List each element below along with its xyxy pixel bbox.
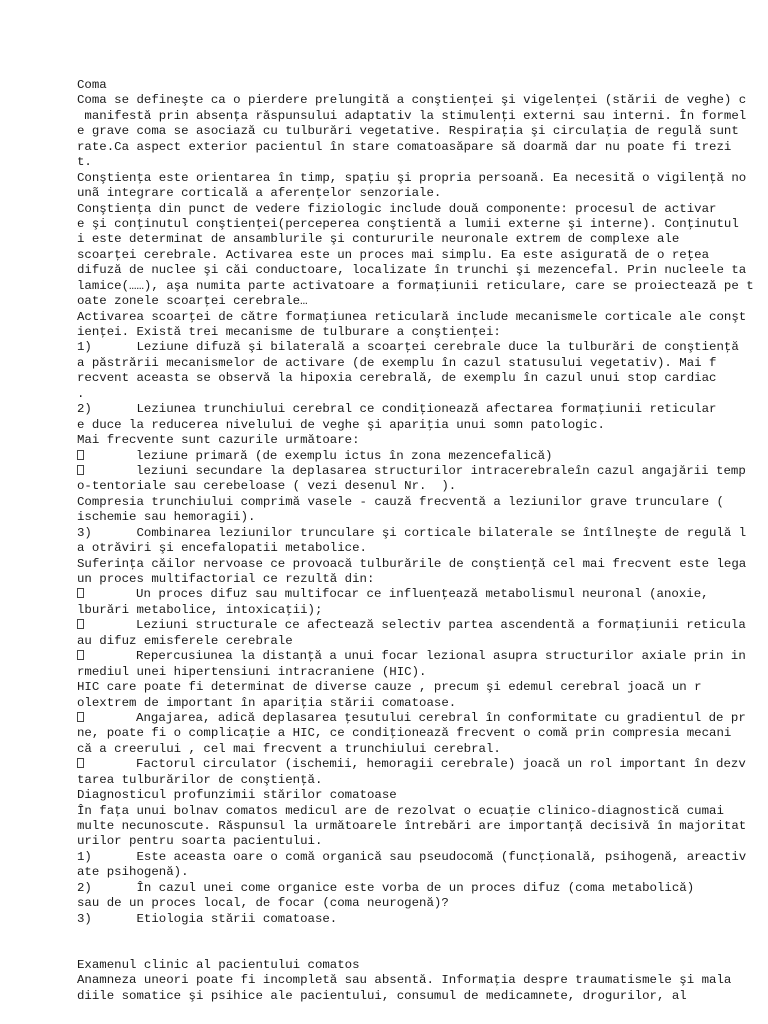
bullet-text: Un proces difuz sau multifocar ce influenţează metabolismul neuronal (anoxie, bbox=[84, 587, 709, 602]
text-line: ate psihogenă). bbox=[77, 865, 189, 880]
text-line bbox=[77, 464, 768, 479]
text-line: Examenul clinic al pacientului comatos bbox=[77, 957, 360, 972]
text-line: e şi conţinutul conştienţei(perceperea conştientă a lumii externe şi interne). Conţinutul bbox=[77, 216, 739, 231]
text-line: ne, poate fi o complicaţie a HIC, ce condiţionează frecvent o comă prin compresia mecani bbox=[77, 726, 732, 741]
bullet-text: leziuni secundare la deplasarea structurilor intracerebraleîn cazul angajării temp bbox=[84, 463, 746, 478]
document-body bbox=[77, 78, 768, 1004]
text-line: scoarţei cerebrale. Activarea este un proces mai simplu. Ea este asigurată de o reţea bbox=[77, 247, 710, 262]
text-line: lburări metabolice, intoxicaţii); bbox=[77, 602, 323, 617]
text-line bbox=[77, 587, 768, 602]
text-line: t. bbox=[77, 155, 92, 170]
square-bullet-icon bbox=[77, 758, 84, 768]
text-line: . bbox=[77, 386, 85, 401]
bullet-text: Angajarea, adică deplasarea ţesutului cerebral în conformitate cu gradientul de pr bbox=[84, 710, 746, 725]
square-bullet-icon bbox=[77, 619, 84, 629]
text-line: Mai frecvente sunt cazurile următoare: bbox=[77, 433, 360, 448]
bullet-text: leziune primară (de exemplu ictus în zona mezencefalică) bbox=[84, 448, 553, 463]
text-line: lamice(……), aşa numita parte activatoare a formaţiunii reticulare, care se proiectează pe t bbox=[77, 278, 754, 293]
text-line: rmediul unei hipertensiuni intracraniene (HIC). bbox=[77, 664, 427, 679]
text-line bbox=[77, 649, 768, 664]
text-line: Anamneza uneori poate fi incompletă sau absentă. Informaţia despre traumatismele şi mala bbox=[77, 973, 732, 988]
bullet-text: Repercusiunea la distanţă a unui focar lezional asupra structurilor axiale prin in bbox=[84, 649, 746, 664]
square-bullet-icon bbox=[77, 650, 84, 660]
square-bullet-icon bbox=[77, 588, 84, 598]
text-line bbox=[77, 449, 768, 464]
text-line: 2) Leziunea trunchiului cerebral ce condiţionează afectarea formaţiunii reticular bbox=[77, 402, 717, 417]
text-line: că a creerului , cel mai frecvent a trunchiului cerebral. bbox=[77, 741, 501, 756]
text-line: difuză de nuclee şi căi conductoare, localizate în trunchi şi mezencefal. Prin nucleele ta bbox=[77, 263, 747, 278]
text-line: tarea tulburărilor de conştienţă. bbox=[77, 772, 323, 787]
text-line: multe necunoscute. Răspunsul la următoarele întrebări are importanţă decisivă în majoritat bbox=[77, 819, 747, 833]
text-line bbox=[77, 618, 768, 633]
text-line bbox=[77, 927, 768, 942]
square-bullet-icon bbox=[77, 465, 84, 475]
text-line: diile somatice şi psihice ale pacientului, consumul de medicamnete, drogurilor, al bbox=[77, 988, 687, 1003]
text-line: Conştienţa din punct de vedere fiziologic include două componente: procesul de activar bbox=[77, 201, 717, 216]
text-line: HIC care poate fi determinat de diverse cauze , precum şi edemul cerebral joacă un r bbox=[77, 680, 702, 695]
text-line bbox=[77, 757, 768, 772]
text-line: Compresia trunchiului comprimă vasele - cauză frecventă a leziunilor grave trunculare ( bbox=[77, 494, 724, 509]
text-line: În faţa unui bolnav comatos medicul are de rezolvat o ecuaţie clinico-diagnostică cumai bbox=[77, 803, 724, 818]
text-line: o-tentoriale sau cerebeloase ( vezi desenul Nr. ). bbox=[77, 479, 457, 494]
text-line: au difuz emisferele cerebrale bbox=[77, 633, 293, 648]
text-line: 2) În cazul unei come organice este vorba de un proces difuz (coma metabolică) bbox=[77, 880, 695, 895]
text-line: Activarea scoarţei de către formaţiunea reticulară include mecanismele corticale ale conşt bbox=[77, 309, 747, 324]
text-line: ischemie sau hemoragii). bbox=[77, 510, 256, 525]
text-line: ienţei. Există trei mecanisme de tulburare a conştienţei: bbox=[77, 325, 501, 339]
text-line: 3) Combinarea leziunilor trunculare şi corticale bilaterale se întîlneşte de regulă l bbox=[77, 525, 747, 540]
bullet-text: Leziuni structurale ce afectează selectiv partea ascendentă a formaţiunii reticula bbox=[84, 618, 746, 633]
text-line: urilor pentru soarta pacientului. bbox=[77, 834, 323, 849]
text-line: 1) Este aceasta oare o comă organică sau pseudocomă (funcţională, psihogenă, areactiv bbox=[77, 849, 747, 864]
text-line: a păstrării mecanismelor de activare (de exemplu în cazul statusului vegetativ). Mai f bbox=[77, 355, 717, 370]
text-line: olextrem de important în apariţia stării comatoase. bbox=[77, 695, 457, 710]
text-line: e duce la reducerea nivelului de veghe şi apariţia unui somn patologic. bbox=[77, 417, 605, 432]
text-line: Diagnosticul profunzimii stărilor comatoase bbox=[77, 788, 397, 803]
square-bullet-icon bbox=[77, 450, 84, 460]
text-line: e grave coma se asociază cu tulburări vegetative. Respiraţia şi circulaţia de regulă sunt bbox=[77, 124, 747, 139]
text-line: 1) Leziune difuză şi bilaterală a scoarţei cerebrale duce la tulburări de conştienţă bbox=[77, 340, 739, 355]
text-line: rate.Ca aspect exterior pacientul în stare comatoasăpare să doarmă dar nu poate fi trezi bbox=[77, 139, 732, 154]
text-line: oate zonele scoarţei cerebrale… bbox=[77, 294, 308, 309]
text-line: 3) Etiologia stării comatoase. bbox=[77, 911, 338, 926]
text-line: Conştienţa este orientarea în timp, spaţiu şi propria persoană. Ea necesită o vigilenţă no bbox=[77, 170, 747, 185]
text-line bbox=[77, 943, 768, 958]
text-line: unã integrare corticală a aferenţelor senzoriale. bbox=[77, 186, 442, 201]
text-line: Suferinţa căilor nervoase ce provoacă tulburările de conştienţă cel mai frecvent este lega bbox=[77, 556, 747, 571]
text-line: sau de un proces local, de focar (coma neurogenă)? bbox=[77, 896, 449, 911]
text-line: i este determinat de ansamblurile şi contururile neuronale extrem de complexe ale bbox=[77, 232, 680, 247]
text-line: manifestă prin absenţa răspunsului adaptativ la stimulenţi externi sau interni. În formel bbox=[77, 108, 747, 123]
text-line: Coma bbox=[77, 78, 107, 92]
bullet-text: Factorul circulator (ischemii, hemoragii cerebrale) joacă un rol important în dezv bbox=[84, 757, 746, 772]
text-line bbox=[77, 711, 768, 726]
text-line: un proces multifactorial ce rezultă din: bbox=[77, 572, 375, 586]
text-line: a otrăviri şi encefalopatii metabolice. bbox=[77, 541, 367, 556]
square-bullet-icon bbox=[77, 712, 84, 722]
text-line: Coma se defineşte ca o pierdere prelungită a conştienţei şi vigelenţei (stării de veghe) c bbox=[77, 93, 747, 108]
text-line: recvent aceasta se observă la hipoxia cerebrală, de exemplu în cazul unui stop cardiac bbox=[77, 371, 717, 386]
